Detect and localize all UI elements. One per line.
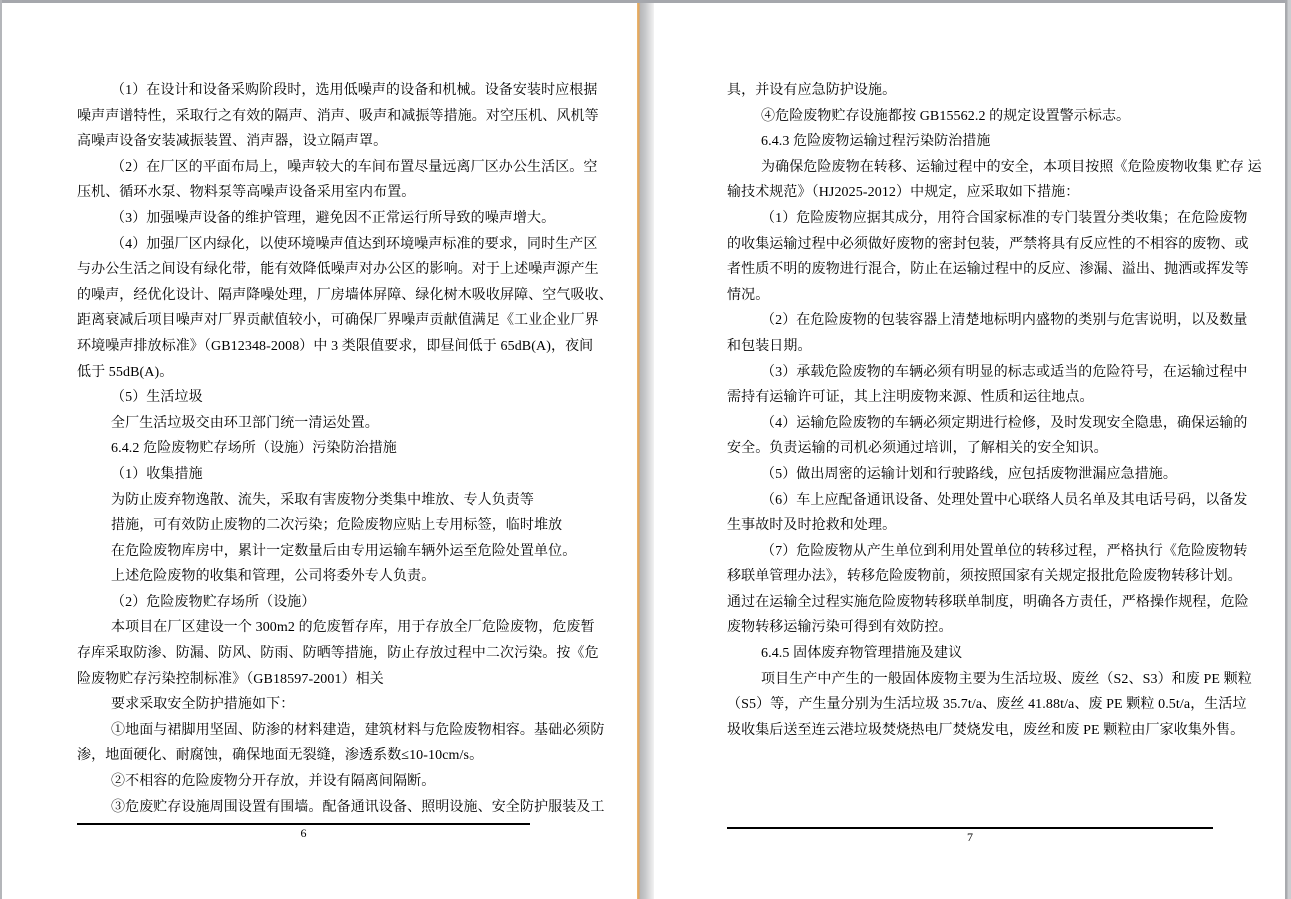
text-line: （2）在厂区的平面布局上，噪声较大的车间布置尽量远离厂区办公生活区。空	[111, 159, 598, 175]
text-line: 需持有运输许可证，其上注明废物来源、性质和运往地点。	[727, 390, 1094, 406]
footer-rule	[77, 823, 530, 825]
text-line: 通过在运输全过程实施危险废物转移联单制度，明确各方责任，严格操作规程，危险	[727, 594, 1249, 610]
text-line: （2）在危险废物的包装容器上清楚地标明内盛物的类别与危害说明，以及数量	[761, 313, 1248, 329]
text-line: （1）在设计和设备采购阶段时，选用低噪声的设备和机械。设备安装时应根据	[111, 83, 598, 98]
text-line: 安全。负责运输的司机必须通过培训，了解相关的安全知识。	[727, 441, 1108, 457]
page-6[interactable]	[2, 3, 637, 899]
text-line: 措施，可有效防止废物的二次污染；危险废物应贴上专用标签，临时堆放	[111, 518, 563, 534]
text-line: 为防止废弃物逸散、流失，采取有害废物分类集中堆放、专人负责等	[111, 492, 534, 508]
page-6-footer	[77, 823, 530, 840]
text-line: 噪声声谱特性，采取行之有效的隔声、消声、吸声和减振等措施。对空压机、风机等	[77, 108, 599, 124]
text-line: 移联单管理办法》，转移危险废物前，须按照国家有关规定报批危险废物转移计划。	[727, 569, 1242, 585]
text-line: 的噪声，经优化设计、隔声降噪处理，厂房墙体屏障、绿化树木吸收屏障、空气吸收、	[77, 287, 613, 303]
text-line: 压机、循环水泵、物料泵等高噪声设备采用室内布置。	[77, 185, 416, 201]
text-line: 废物转移运输污染可得到有效防控。	[727, 620, 953, 636]
text-line: 距离衰减后项目噪声对厂界贡献值较小，可确保厂界噪声贡献值满足《工业企业厂界	[77, 313, 599, 329]
text-line: 6.4.3 危险废物运输过程污染防治措施	[761, 134, 991, 150]
text-line: 者性质不明的废物进行混合，防止在运输过程中的反应、渗漏、溢出、抛洒或挥发等	[727, 262, 1249, 278]
text-line: 渗，地面硬化、耐腐蚀，确保地面无裂缝，渗透系数≤10-10cm/s。	[77, 748, 484, 764]
page-7[interactable]	[654, 3, 1285, 899]
text-line: 上述危险废物的收集和管理，公司将委外专人负责。	[111, 569, 436, 585]
text-line: 6.4.5 固体废弃物管理措施及建议	[761, 646, 963, 662]
footer-rule	[727, 827, 1213, 829]
text-line: 存库采取防渗、防漏、防风、防雨、防晒等措施，防止存放过程中二次污染。按《危	[77, 646, 599, 662]
text-line: 在危险废物库房中，累计一定数量后由专用运输车辆外运至危险处置单位。	[111, 543, 577, 559]
text-line: ④危险废物贮存设施都按 GB15562.2 的规定设置警示标志。	[761, 108, 1131, 124]
text-line: 与办公生活之间设有绿化带，能有效降低噪声对办公区的影响。对于上述噪声源产生	[77, 262, 599, 278]
text-line: 圾收集后送至连云港垃圾焚烧热电厂焚烧发电，废丝和废 PE 颗粒由厂家收集外售。	[727, 722, 1245, 738]
page-number: 6	[300, 826, 307, 840]
text-line: （2）危险废物贮存场所（设施）	[111, 594, 316, 610]
text-line: （5）生活垃圾	[111, 390, 203, 406]
text-line: 和包装日期。	[727, 338, 812, 354]
text-line: 环境噪声排放标准》（GB12348-2008）中 3 类限值要求，即昼间低于 65dB(A)，夜间	[77, 338, 594, 354]
page-6-text	[77, 78, 613, 820]
text-line: （5）做出周密的运输计划和行驶路线，应包括废物泄漏应急措施。	[761, 466, 1177, 482]
page-gap	[637, 3, 654, 899]
text-line: 高噪声设备安装减振装置、消声器，设立隔声罩。	[77, 134, 388, 150]
text-line: 的收集运输过程中必须做好废物的密封包装，严禁将具有反应性的不相容的废物、或	[727, 236, 1249, 252]
text-line: ③危废贮存设施周围设置有围墙。配备通讯设备、照明设施、安全防护服装及工	[111, 799, 605, 815]
page-number: 7	[967, 830, 973, 844]
window-right-border	[1285, 0, 1291, 899]
page-7-footer	[727, 827, 1213, 844]
text-line: 情况。	[727, 287, 770, 303]
text-line: 具，并设有应急防护设施。	[727, 83, 897, 98]
text-line: 输技术规范》（HJ2025-2012）中规定，应采取如下措施：	[727, 185, 1080, 201]
text-line: ①地面与裙脚用坚固、防渗的材料建造，建筑材料与危险废物相容。基础必须防	[111, 722, 605, 738]
text-line: （S5）等，产生量分别为生活垃圾 35.7t/a、废丝 41.88t/a、废 PE 颗粒 0.5t/a，生活垃	[727, 697, 1247, 713]
text-line: 项目生产中产生的一般固体废物主要为生活垃圾、废丝（S2、S3）和废 PE 颗粒	[761, 671, 1252, 687]
text-line: 全厂生活垃圾交由环卫部门统一清运处置。	[111, 415, 379, 431]
text-line: 本项目在厂区建设一个 300m2 的危废暂存库，用于存放全厂危险废物，危废暂	[111, 620, 595, 636]
text-line: （4）加强厂区内绿化，以使环境噪声值达到环境噪声标准的要求，同时生产区	[111, 236, 598, 252]
page-7-text	[727, 78, 1262, 743]
text-line: （3）加强噪声设备的维护管理，避免因不正常运行所导致的噪声增大。	[111, 210, 556, 226]
text-line: （1）危险废物应据其成分，用符合国家标准的专门装置分类收集；在危险废物	[761, 210, 1248, 226]
text-line: （1）收集措施	[111, 466, 203, 482]
text-line: （6）车上应配备通讯设备、处理处置中心联络人员名单及其电话号码，以备发	[761, 492, 1248, 508]
text-line: 要求采取安全防护措施如下：	[111, 697, 295, 713]
text-line: 险废物贮存污染控制标准》（GB18597-2001）相关	[77, 671, 384, 687]
text-line: ②不相容的危险废物分开存放，并设有隔离间隔断。	[111, 774, 436, 790]
text-line: 生事故时及时抢救和处理。	[727, 518, 897, 534]
text-line: （3）承载危险废物的车辆必须有明显的标志或适当的危险符号，在运输过程中	[761, 364, 1248, 380]
text-line: 6.4.2 危险废物贮存场所（设施）污染防治措施	[111, 441, 397, 457]
text-line: （7）危险废物从产生单位到利用处置单位的转移过程，严格执行《危险废物转	[761, 543, 1248, 559]
text-line: 低于 55dB(A)。	[77, 364, 174, 380]
text-line: （4）运输危险废物的车辆必须定期进行检修，及时发现安全隐患，确保运输的	[761, 415, 1248, 431]
text-line: 为确保危险废物在转移、运输过程中的安全，本项目按照《危险废物收集 贮存 运	[761, 159, 1262, 175]
